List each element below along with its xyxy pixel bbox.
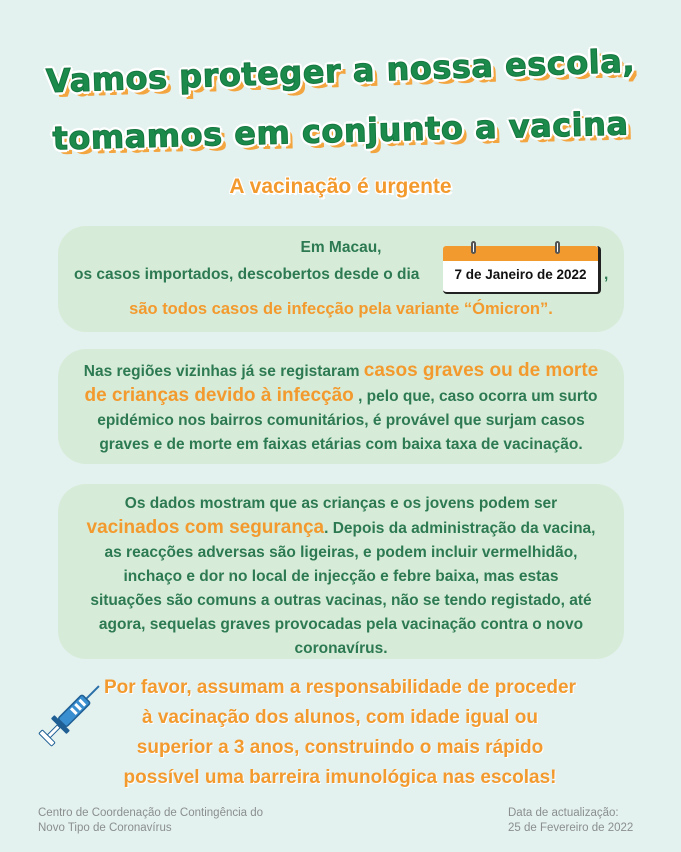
- cta-line4: possível uma barreira imunológica nas escolas!: [123, 767, 557, 788]
- footer-organization: [38, 806, 263, 836]
- footer-update: [508, 806, 633, 836]
- footer-org-line2: Novo Tipo de Coronavírus: [38, 822, 172, 834]
- card-safety-data: [58, 484, 624, 659]
- cta-line2: à vacinação dos alunos, com idade igual ou: [142, 707, 538, 728]
- footer-update-label: Data de actualização:: [508, 807, 619, 819]
- card3-highlight: vacinados com segurança: [86, 517, 325, 538]
- card1-comma: ,: [604, 266, 609, 283]
- footer-org-line1: Centro de Coordenação de Contingência do: [38, 807, 264, 819]
- title-line-1: Vamos proteger a nossa escola,: [45, 41, 636, 101]
- cta-line1: Por favor, assumam a responsabilidade de proceder: [103, 677, 576, 698]
- card1-line1: Em Macau,: [300, 239, 382, 256]
- calendar-icon: [443, 246, 601, 294]
- card2-text-pre: Nas regiões vizinhas já se registaram: [83, 363, 364, 380]
- footer-update-date: 25 de Fevereiro de 2022: [508, 822, 634, 834]
- card2-highlight: casos graves ou de morte de crianças devido à infecção: [84, 360, 599, 406]
- subtitle: A vacinação é urgente: [229, 175, 452, 198]
- card1-line3: são todos casos de infecção pela variante “Ómicron”.: [129, 300, 553, 318]
- cta-line3: superior a 3 anos, construindo o mais rápido: [136, 737, 544, 758]
- card-neighbouring-regions: [58, 349, 624, 464]
- calendar-ring-icon: [471, 241, 476, 254]
- card2-text-post: , pelo que, caso ocorra um surto epidémico nos bairros comunitários, é provável que surjam casos graves e de morte em faixas etárias com baixa taxa de vacinação.: [97, 388, 598, 453]
- title-line-2: tomamos em conjunto a vacina: [52, 104, 629, 158]
- card3-text-post: . Depois da administração da vacina, as reacções adversas são ligeiras, e podem incluir vermelhidão, inchaço e dor no local de injecção e febre baixa, mas estas situações são comuns a outras vacinas, não se tendo registado, até agora, sequelas graves provocadas pela vacinação contra o novo coronavírus.: [90, 520, 596, 657]
- card-macau-cases: [58, 226, 624, 332]
- calendar-date: 7 de Janeiro de 2022: [454, 267, 587, 282]
- calendar-header: [443, 246, 598, 261]
- calendar-ring-icon: [555, 241, 560, 254]
- card1-line2: os casos importados, descobertos desde o dia: [74, 266, 420, 283]
- call-to-action: [70, 673, 610, 793]
- card3-text-pre: Os dados mostram que as crianças e os jovens podem ser: [124, 495, 558, 512]
